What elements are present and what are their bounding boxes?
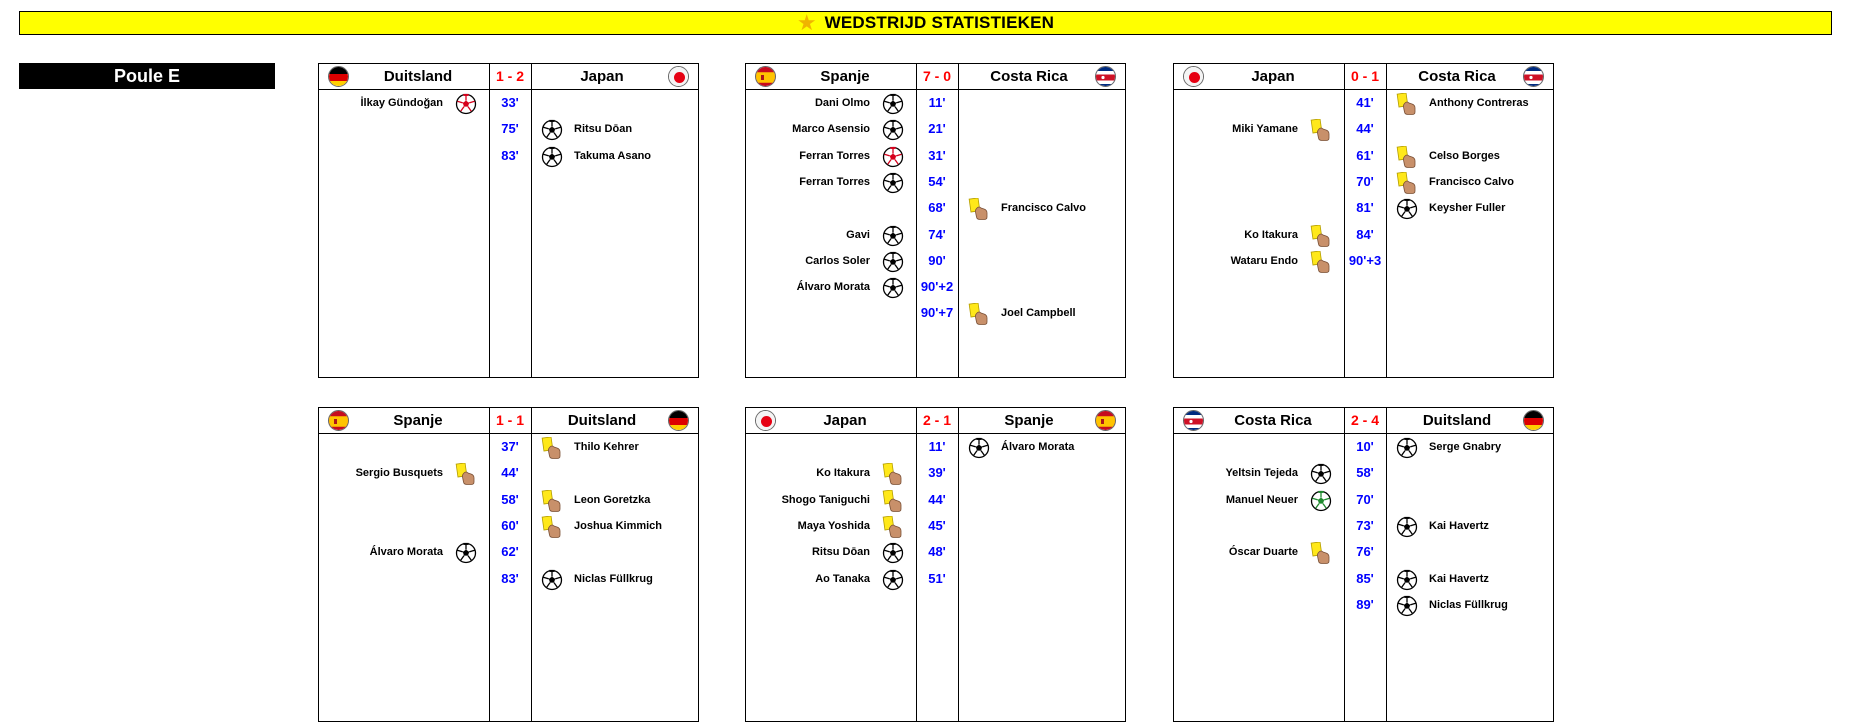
japan-flag-icon — [755, 410, 776, 431]
event-player: Manuel Neuer — [1225, 493, 1298, 506]
event-minute: 11' — [928, 439, 946, 454]
goal-ball-icon — [541, 146, 563, 168]
event-minute: 21' — [928, 121, 946, 137]
penalty-goal-icon — [455, 93, 477, 115]
event-row — [1174, 487, 1553, 513]
yellow-card-icon — [1310, 542, 1332, 564]
event-player: Niclas Füllkrug — [1429, 598, 1508, 611]
event-row — [746, 116, 1125, 142]
event-row — [319, 539, 698, 565]
goal-ball-icon — [1396, 198, 1418, 220]
event-player: Óscar Duarte — [1228, 546, 1298, 559]
event-minute: 45' — [928, 517, 946, 533]
event-minute: 90'+7 — [920, 305, 954, 321]
yellow-card-icon — [1396, 172, 1418, 194]
home-team-name: Spanje — [393, 412, 443, 429]
event-minute: 44' — [1356, 121, 1374, 137]
away-team-name: Japan — [580, 68, 624, 85]
costa-rica-flag-icon — [1095, 66, 1116, 87]
event-player: Wataru Endo — [1230, 254, 1298, 267]
event-player: Francisco Calvo — [1001, 202, 1086, 215]
event-minute: 58' — [1356, 465, 1374, 481]
event-minute: 61' — [1356, 147, 1374, 163]
yellow-card-icon — [882, 516, 904, 538]
event-row — [746, 566, 1125, 592]
goal-ball-icon — [1396, 595, 1418, 617]
match-card — [1173, 63, 1554, 378]
event-row — [746, 300, 1125, 326]
event-player: Ritsu Dōan — [811, 546, 870, 559]
event-minute: 37' — [501, 439, 519, 454]
event-minute: 84' — [1356, 226, 1374, 242]
event-player: Carlos Soler — [805, 254, 870, 267]
match-card — [318, 63, 699, 378]
goal-ball-icon — [968, 437, 990, 459]
event-minute: 73' — [1356, 517, 1374, 533]
home-team-name: Japan — [1251, 68, 1295, 85]
event-player: Leon Goretzka — [574, 493, 651, 506]
goal-ball-icon — [882, 172, 904, 194]
japan-flag-icon — [1183, 66, 1204, 87]
match-score: 2 - 1 — [922, 412, 951, 428]
home-team-name: Costa Rica — [1234, 412, 1312, 429]
page-title: WEDSTRIJD STATISTIEKEN — [824, 13, 1055, 32]
yellow-card-icon — [882, 490, 904, 512]
goal-ball-icon — [541, 119, 563, 141]
event-minute: 44' — [928, 491, 946, 507]
event-minute: 90'+2 — [920, 279, 954, 295]
event-row — [746, 248, 1125, 274]
event-player: Yeltsin Tejeda — [1225, 467, 1298, 480]
spain-flag-icon — [1095, 410, 1116, 431]
event-minute: 76' — [1356, 544, 1374, 560]
event-minute: 44' — [501, 465, 519, 481]
goal-ball-icon — [1396, 569, 1418, 591]
group-label: Poule E — [19, 63, 275, 89]
away-team-name: Duitsland — [567, 412, 637, 429]
event-player: Kai Havertz — [1429, 572, 1489, 585]
yellow-card-icon — [541, 437, 563, 459]
match-header — [746, 408, 1125, 434]
event-minute: 41' — [1356, 95, 1374, 110]
yellow-card-icon — [1310, 119, 1332, 141]
away-team-name: Duitsland — [1422, 412, 1492, 429]
goal-ball-icon — [541, 569, 563, 591]
event-row — [746, 487, 1125, 513]
away-team-name: Spanje — [1004, 412, 1054, 429]
yellow-card-icon — [1396, 146, 1418, 168]
event-row — [1174, 222, 1553, 248]
goal-ball-icon — [1310, 463, 1332, 485]
event-row — [746, 195, 1125, 221]
event-player: Joshua Kimmich — [574, 519, 663, 532]
penalty-goal-icon — [882, 146, 904, 168]
event-row — [746, 513, 1125, 539]
goal-ball-icon — [882, 277, 904, 299]
germany-flag-icon — [328, 66, 349, 87]
event-row — [1174, 116, 1553, 142]
home-team-name: Duitsland — [383, 68, 453, 85]
away-team-name: Costa Rica — [990, 68, 1068, 85]
event-row — [1174, 143, 1553, 169]
event-player: İlkay Gündoğan — [360, 97, 443, 109]
event-minute: 81' — [1356, 200, 1374, 216]
home-team-name: Japan — [823, 412, 867, 429]
match-card — [745, 63, 1126, 378]
event-player: Niclas Füllkrug — [574, 572, 653, 585]
home-team-name: Spanje — [820, 68, 870, 85]
match-score: 1 - 2 — [495, 68, 524, 84]
event-player: Álvaro Morata — [796, 281, 870, 294]
match-score: 7 - 0 — [922, 68, 951, 84]
event-row — [1174, 513, 1553, 539]
match-header — [319, 64, 698, 90]
event-minute: 74' — [928, 226, 946, 242]
event-minute: 54' — [928, 173, 946, 189]
event-player: Álvaro Morata — [369, 546, 443, 559]
event-row — [1174, 195, 1553, 221]
event-player: Thilo Kehrer — [574, 441, 639, 453]
event-row — [319, 90, 698, 116]
match-header — [1174, 408, 1553, 434]
event-minute: 62' — [501, 544, 519, 560]
event-player: Keysher Fuller — [1429, 202, 1506, 215]
event-minute: 31' — [928, 147, 946, 163]
event-minute: 33' — [501, 95, 519, 110]
match-card — [1173, 407, 1554, 722]
event-row — [1174, 248, 1553, 274]
event-minute: 39' — [928, 465, 946, 481]
germany-flag-icon — [668, 410, 689, 431]
match-score: 1 - 1 — [495, 412, 524, 428]
event-player: Ko Itakura — [1244, 228, 1298, 241]
event-minute: 83' — [501, 147, 519, 163]
event-row — [319, 513, 698, 539]
star-icon: ★ — [796, 10, 817, 35]
match-header — [319, 408, 698, 434]
event-row — [1174, 460, 1553, 486]
event-player: Joel Campbell — [1001, 307, 1076, 320]
event-player: Gavi — [846, 228, 870, 241]
event-row — [1174, 434, 1553, 460]
match-score: 2 - 4 — [1350, 412, 1379, 428]
goal-ball-icon — [882, 569, 904, 591]
event-minute: 85' — [1356, 570, 1374, 586]
goal-ball-icon — [882, 93, 904, 115]
event-minute: 60' — [501, 517, 519, 533]
yellow-card-icon — [455, 463, 477, 485]
event-row — [1174, 169, 1553, 195]
away-team-name: Costa Rica — [1418, 68, 1496, 85]
event-minute: 75' — [501, 121, 519, 137]
yellow-card-icon — [1310, 225, 1332, 247]
event-minute: 58' — [501, 491, 519, 507]
event-row — [319, 434, 698, 460]
event-row — [746, 460, 1125, 486]
event-row — [746, 143, 1125, 169]
event-minute: 89' — [1356, 596, 1374, 612]
goal-ball-icon — [1396, 437, 1418, 459]
japan-flag-icon — [668, 66, 689, 87]
costa-rica-flag-icon — [1523, 66, 1544, 87]
costa-rica-flag-icon — [1183, 410, 1204, 431]
event-player: Celso Borges — [1429, 149, 1500, 162]
event-player: Ferran Torres — [799, 149, 870, 162]
event-row — [319, 143, 698, 169]
event-player: Francisco Calvo — [1429, 175, 1514, 188]
event-minute: 83' — [501, 570, 519, 586]
event-row — [746, 90, 1125, 116]
yellow-card-icon — [968, 303, 990, 325]
yellow-card-icon — [541, 516, 563, 538]
event-player: Maya Yoshida — [797, 519, 870, 532]
event-row — [319, 487, 698, 513]
event-player: Ferran Torres — [799, 175, 870, 188]
yellow-card-icon — [968, 198, 990, 220]
event-player: Marco Asensio — [792, 123, 870, 136]
event-player: Ko Itakura — [816, 467, 870, 480]
goal-ball-icon — [882, 119, 904, 141]
spain-flag-icon — [328, 410, 349, 431]
event-player: Sergio Busquets — [355, 467, 443, 480]
event-row — [1174, 592, 1553, 618]
match-card — [318, 407, 699, 722]
goal-ball-icon — [882, 225, 904, 247]
event-player: Anthony Contreras — [1429, 97, 1529, 109]
goal-ball-icon — [1396, 516, 1418, 538]
event-minute: 70' — [1356, 173, 1374, 189]
match-score: 0 - 1 — [1350, 68, 1379, 84]
event-row — [1174, 90, 1553, 116]
germany-flag-icon — [1523, 410, 1544, 431]
event-row — [746, 434, 1125, 460]
own-goal-icon — [1310, 490, 1332, 512]
event-minute: 48' — [928, 544, 946, 560]
event-row — [746, 539, 1125, 565]
event-minute: 11' — [928, 95, 946, 110]
event-player: Miki Yamane — [1232, 123, 1298, 136]
event-minute: 70' — [1356, 491, 1374, 507]
event-row — [746, 169, 1125, 195]
yellow-card-icon — [1310, 251, 1332, 273]
event-player: Takuma Asano — [574, 149, 652, 162]
event-player: Shogo Taniguchi — [781, 493, 870, 506]
match-card — [745, 407, 1126, 722]
event-row — [746, 274, 1125, 300]
event-row — [319, 116, 698, 142]
yellow-card-icon — [541, 490, 563, 512]
event-player: Kai Havertz — [1429, 519, 1489, 532]
event-row — [319, 460, 698, 486]
event-player: Dani Olmo — [814, 97, 870, 109]
event-minute: 90' — [928, 252, 946, 268]
match-header — [1174, 64, 1553, 90]
match-header — [746, 64, 1125, 90]
event-player: Serge Gnabry — [1429, 441, 1502, 453]
event-player: Ritsu Dōan — [574, 123, 633, 136]
goal-ball-icon — [882, 542, 904, 564]
goal-ball-icon — [455, 542, 477, 564]
event-minute: 68' — [928, 200, 946, 216]
event-row — [319, 566, 698, 592]
event-row — [1174, 566, 1553, 592]
event-minute: 10' — [1356, 439, 1374, 454]
event-player: Álvaro Morata — [1001, 441, 1075, 453]
event-row — [746, 222, 1125, 248]
yellow-card-icon — [1396, 93, 1418, 115]
event-player: Ao Tanaka — [815, 572, 870, 585]
page-banner — [19, 11, 1832, 35]
event-minute: 90'+3 — [1348, 252, 1382, 268]
spain-flag-icon — [755, 66, 776, 87]
goal-ball-icon — [882, 251, 904, 273]
yellow-card-icon — [882, 463, 904, 485]
event-minute: 51' — [928, 570, 946, 586]
event-row — [1174, 539, 1553, 565]
